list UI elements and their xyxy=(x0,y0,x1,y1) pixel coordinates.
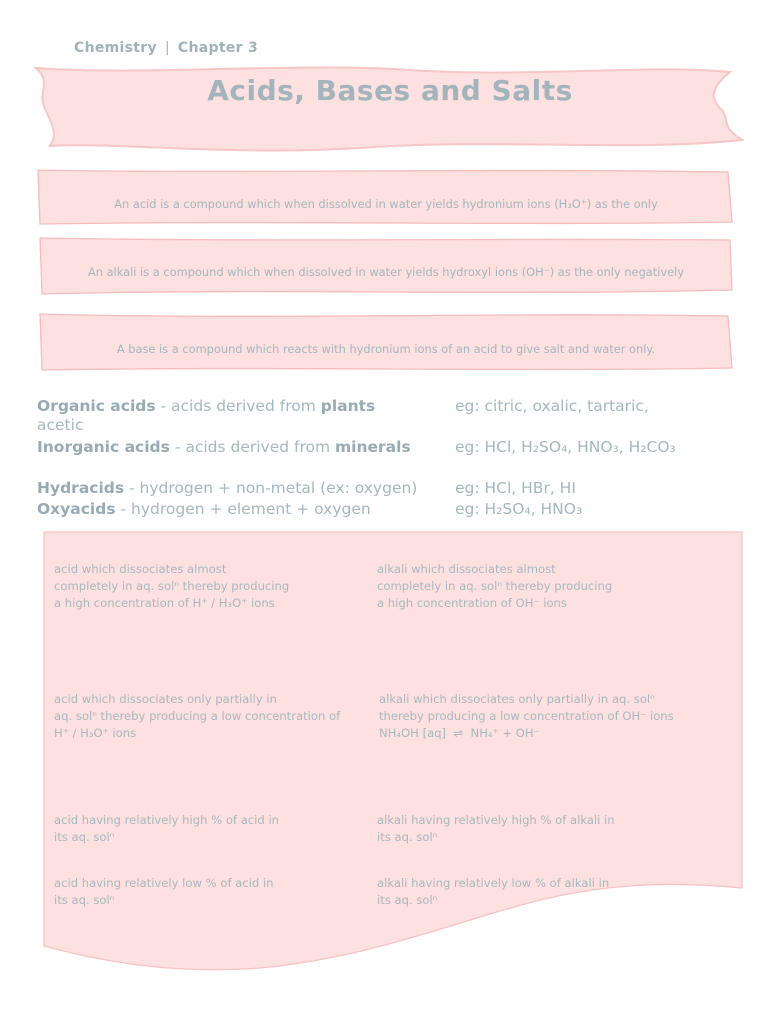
subject-label: Chemistry xyxy=(74,40,157,56)
page-title: Acids, Bases and Salts xyxy=(207,74,573,107)
inorganic-acids-example: eg: HCl, H₂SO₄, HNO₃, H₂CO₃ xyxy=(455,438,676,456)
organic-acids-example: eg: citric, oxalic, tartaric, xyxy=(455,397,649,415)
organic-acids-row xyxy=(37,396,375,416)
hydracids-desc: - hydrogen + non-metal (ex: oxygen) xyxy=(124,479,418,497)
inorganic-acids-term: Inorganic acids xyxy=(37,438,170,456)
oxyacids-term: Oxyacids xyxy=(37,500,116,518)
header-separator: | xyxy=(164,40,170,56)
inorganic-acids-source: minerals xyxy=(335,438,411,456)
definition-base: A base is a compound which reacts with hydronium ions of an acid to give salt and water only. xyxy=(116,342,656,356)
dilute-acid-definition: acid having relatively low % of acid in its aq. solⁿ xyxy=(54,876,274,907)
organic-acids-example-continued: acetic xyxy=(37,416,84,434)
oxyacids-row xyxy=(37,499,371,519)
strong-acid-definition: acid which dissociates almost completely in aq. solⁿ thereby producing a high concentration of H⁺ / H₃O⁺ ions xyxy=(54,562,290,610)
hydracids-example: eg: HCl, HBr, HI xyxy=(455,479,576,497)
definition-acid: An acid is a compound which when dissolved in water yields hydronium ions (H₃O⁺) as the only xyxy=(114,197,658,211)
organic-acids-desc: - acids derived from xyxy=(155,397,321,415)
weak-alkali-definition: alkali which dissociates only partially in aq. solⁿ thereby producing a low concentration of OH⁻ ions NH₄OH [aq] ⇌ NH₄⁺ + OH⁻ xyxy=(379,692,674,740)
weak-acid-definition: acid which dissociates only partially in aq. solⁿ thereby producing a low concentration of H⁺ / H₃O⁺ ions xyxy=(54,692,341,740)
chapter-header xyxy=(74,40,258,56)
concentrated-acid-definition: acid having relatively high % of acid in its aq. solⁿ xyxy=(54,813,280,844)
strong-alkali-definition: alkali which dissociates almost completely in aq. solⁿ thereby producing a high concentration of OH⁻ ions xyxy=(377,562,613,610)
concentrated-alkali-definition: alkali having relatively high % of alkali in its aq. solⁿ xyxy=(377,813,615,844)
organic-acids-term: Organic acids xyxy=(37,397,156,415)
chapter-label: Chapter 3 xyxy=(177,40,259,56)
inorganic-acids-desc: - acids derived from xyxy=(169,438,336,456)
oxyacids-desc: - hydrogen + element + oxygen xyxy=(115,500,371,518)
hydracids-term: Hydracids xyxy=(37,479,125,497)
definition-alkali: An alkali is a compound which when dissolved in water yields hydroxyl ions (OH⁻) as the only negatively xyxy=(87,265,685,279)
hydracids-row xyxy=(37,478,417,498)
inorganic-acids-row xyxy=(37,437,411,457)
organic-acids-source: plants xyxy=(320,397,376,415)
dilute-alkali-definition: alkali having relatively low % of alkali in its aq. solⁿ xyxy=(377,876,610,907)
oxyacids-example: eg: H₂SO₄, HNO₃ xyxy=(455,500,583,518)
